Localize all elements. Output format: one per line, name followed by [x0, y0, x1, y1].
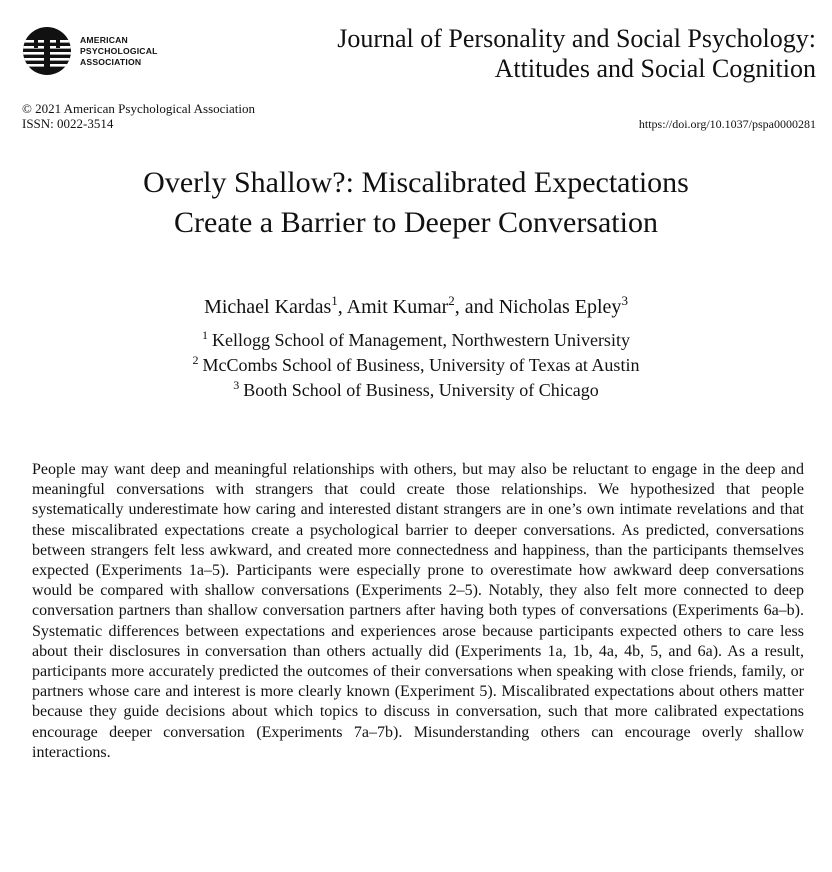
- affiliation-text: Booth School of Business, University of Chicago: [243, 380, 599, 400]
- journal-title: [337, 24, 816, 84]
- issn: ISSN: 0022-3514: [22, 116, 114, 131]
- affiliation-number: 1: [202, 328, 209, 342]
- abstract: People may want deep and meaningful relationships with others, but may also be reluctant to engage in the deep and meaningful conversations with strangers that could create those relationships. We hypothesized that people systematically underestimate how caring and interested distant strangers are in one’s own intimate revelations and that these miscalibrated expectations create a psychological barrier to deeper conversations. As predicted, conversations between strangers felt less awkward, and created more connectedness and happiness, than the participants themselves expected (Experiments 1a–5). Participants were especially prone to overestimate how awkward deep conversations would be compared with shallow conversations (Experiments 2–5). Notably, they also felt more connected to deep conversation partners than shallow conversation partners after having both types of conversations (Experiments 6a–b). Systematic differences between expectations and experiences arose because participants expected others to care less about their disclosures in conversation than others actually did (Experiments 1a, 1b, 4a, 4b, 5, and 6a). As a result, participants more accurately predicted the outcomes of their conversations when speaking with close friends, family, or partners whose care and interest is more clearly known (Experiment 5). Miscalibrated expectations about others matter because they guide decisions about which topics to discuss in conversation, such that more calibrated expectations encourage deeper conversation (Experiments 7a–7b). Misunderstanding others can encourage overly shallow interactions.: [32, 461, 804, 761]
- affiliation: [0, 353, 832, 378]
- logo-line: PSYCHOLOGICAL: [80, 45, 158, 56]
- paper-title-line: Overly Shallow?: Miscalibrated Expectations: [143, 166, 689, 199]
- publication-meta: [22, 101, 255, 131]
- affiliation-text: McCombs School of Business, University of Texas at Austin: [202, 355, 640, 375]
- affiliation-number: 3: [233, 378, 240, 392]
- journal-title-line: Attitudes and Social Cognition: [494, 54, 816, 83]
- page-header: [0, 0, 832, 100]
- author-name: Amit Kumar: [346, 296, 449, 318]
- affiliation-list: [0, 328, 832, 403]
- copyright-notice: © 2021 American Psychological Association: [22, 101, 256, 116]
- journal-title-line: Journal of Personality and Social Psychology:: [337, 24, 816, 53]
- author-affiliation-number: 2: [448, 293, 455, 308]
- apa-logo: [22, 26, 158, 76]
- author-list: [0, 295, 832, 319]
- paper-title: [0, 163, 832, 243]
- author-affiliation-number: 1: [331, 293, 338, 308]
- author-affiliation-number: 3: [621, 293, 628, 308]
- logo-line: AMERICAN: [80, 34, 128, 45]
- apa-logo-icon: [22, 26, 72, 76]
- author-name: Nicholas Epley: [498, 296, 622, 318]
- paper-title-line: Create a Barrier to Deeper Conversation: [174, 206, 658, 239]
- logo-line: ASSOCIATION: [80, 56, 142, 67]
- affiliation-number: 2: [192, 353, 199, 367]
- author-separator: , and: [454, 296, 499, 318]
- author-separator: ,: [337, 296, 347, 318]
- affiliation-text: Kellogg School of Management, Northwestern University: [212, 330, 630, 350]
- affiliation: [0, 328, 832, 353]
- apa-logo-text: [80, 35, 158, 68]
- doi-link[interactable]: https://doi.org/10.1037/pspa0000281: [638, 117, 816, 131]
- affiliation: [0, 378, 832, 403]
- author-name: Michael Kardas: [204, 296, 332, 318]
